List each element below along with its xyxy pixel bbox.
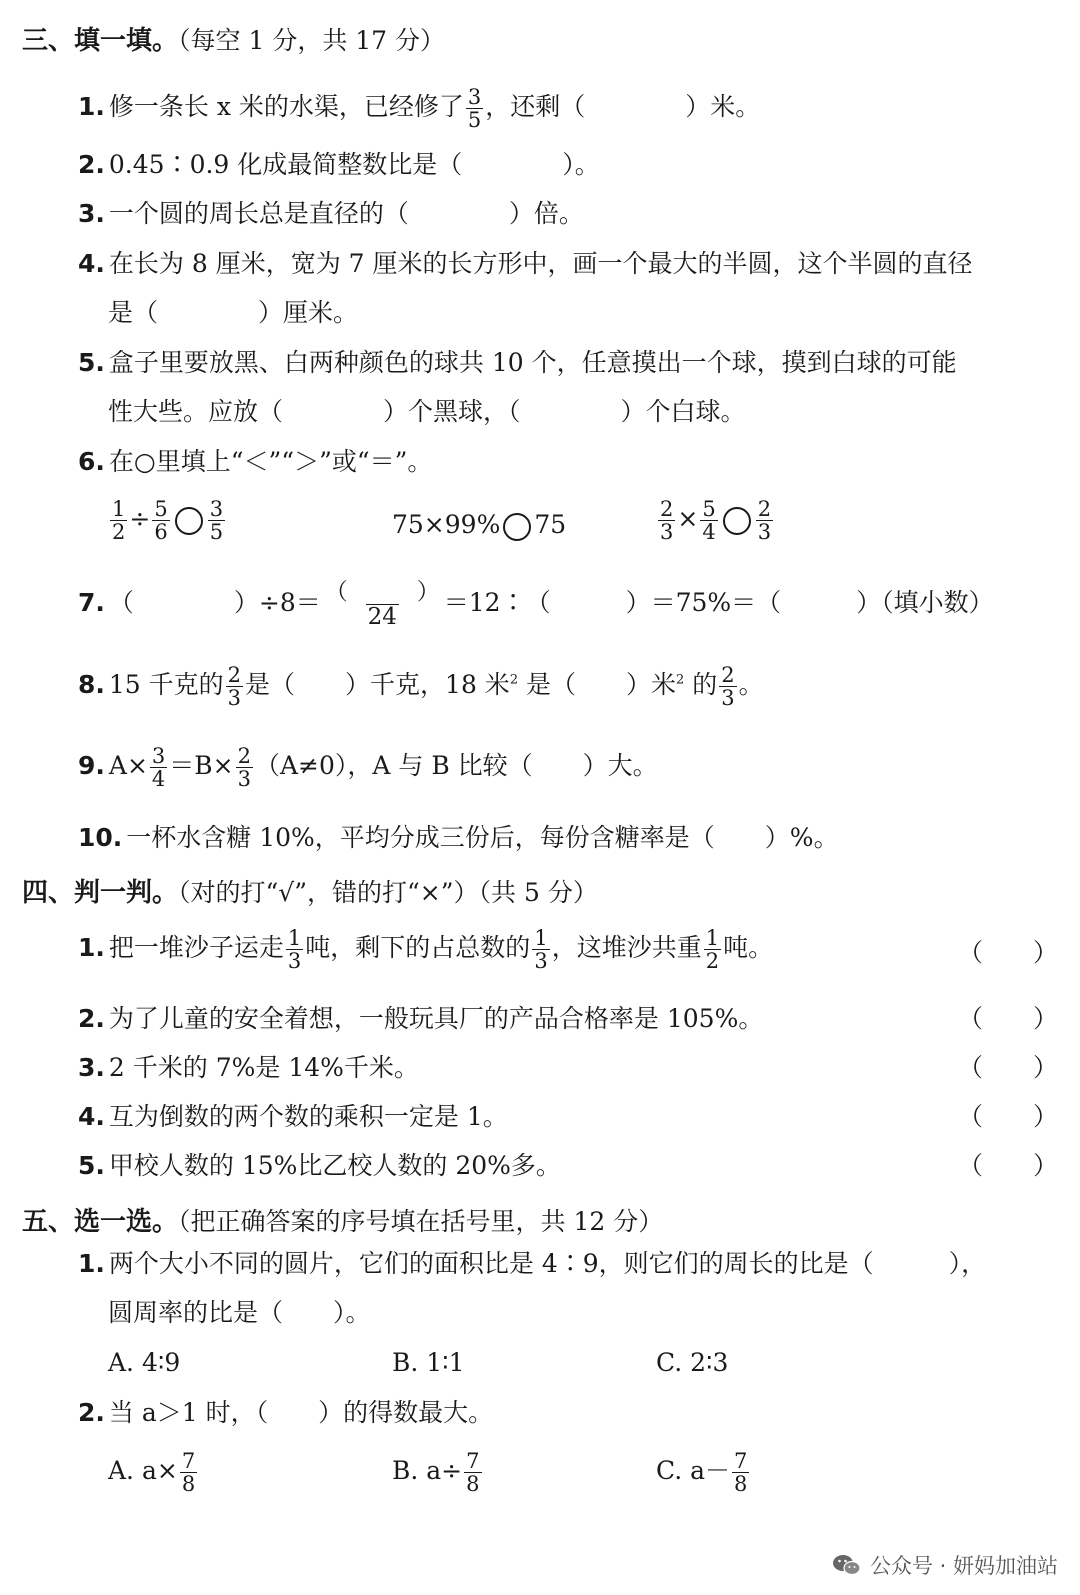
fill-q10: 10. 一杯水含糖 10%，平均分成三份后，每份含糖率是（ ）%。 [78, 823, 839, 852]
fill-q5: 5. 盒子里要放黑、白两种颜色的球共 10 个，任意摸出一个球，摸到白球的可能 [78, 348, 957, 377]
judge-q1: 1. 把一堆沙子运走 $\frac{1}{3}$ 吨，剩下的占总数的 $\frac{1}{3}$ ，这堆沙共重 $\frac{1}{2}$ 吨。 [78, 926, 774, 974]
q-number: 5. [78, 348, 105, 377]
choose-q1-option-b[interactable]: B. 1∶1 [392, 1348, 465, 1377]
choose-q2-option-c[interactable]: C. a－ $\frac{7}{8}$ [656, 1449, 748, 1497]
fill-q8: 8. 15 千克的 $\frac{2}{3}$ 是（ ）千克，18 米$^2$ 是（ ）米$^2$ 的 $\frac{2}{3}$ 。 [78, 663, 764, 711]
q-number: 9. [78, 751, 105, 781]
q-number: 1. [78, 92, 105, 122]
judge-q4: 4. 互为倒数的两个数的乘积一定是 1。 [78, 1102, 508, 1131]
choose-q2-option-a[interactable]: A. a× $\frac{7}{8}$ [108, 1449, 196, 1497]
compare-circle[interactable] [503, 513, 531, 541]
q-number: 1. [78, 933, 105, 963]
watermark [832, 1550, 1058, 1582]
q-number: 2. [78, 1004, 105, 1033]
fill-q6: 6. 在○里填上“＜”“＞”或“＝”。 [78, 447, 433, 476]
answer-paren[interactable]: （ ） [958, 1004, 1059, 1033]
fraction: $\frac{3}{5}$ [467, 85, 482, 133]
choose-q1-option-a[interactable]: A. 4∶9 [108, 1348, 181, 1377]
judge-q2: 2. 为了儿童的安全着想，一般玩具厂的产品合格率是 105%。 [78, 1004, 764, 1033]
choose-q2: 2. 当 a＞1 时，（ ）的得数最大。 [78, 1398, 494, 1427]
fill-q3: 3. 一个圆的周长总是直径的（ ）倍。 [78, 199, 584, 228]
watermark-text: 公众号 · 妍妈加油站 [869, 1554, 1058, 1578]
q-number: 4. [78, 1102, 105, 1131]
q-number: 8. [78, 670, 105, 700]
q-number: 3. [78, 1053, 105, 1082]
q-number: 4. [78, 249, 105, 278]
answer-paren[interactable]: （ ） [958, 1102, 1059, 1131]
q-number: 1. [78, 1249, 105, 1278]
q-number: 10. [78, 823, 123, 852]
compare-circle[interactable] [723, 507, 751, 535]
fill-q6-expr-3: $\frac{2}{3}$ × $\frac{5}{4}$ $\frac{2}{3}$ [660, 497, 772, 545]
judge-q5: 5. 甲校人数的 15%比乙校人数的 20%多。 [78, 1151, 561, 1180]
section-4-title: 四、判一判。 [22, 878, 179, 908]
compare-circle[interactable] [175, 507, 203, 535]
fill-q4-cont: 是（ ）厘米。 [108, 298, 359, 327]
fill-q6-expr-1: $\frac{1}{2}$ ÷ $\frac{5}{6}$ $\frac{3}{5}$ [112, 497, 224, 545]
wechat-icon [832, 1553, 862, 1582]
q-number: 5. [78, 1151, 105, 1180]
section-3-title: 三、填一填。 [22, 26, 179, 56]
fill-q5-cont: 性大些。应放（ ）个黑球，（ ）个白球。 [108, 397, 746, 426]
choose-q1-cont: 圆周率的比是（ ）。 [108, 1298, 371, 1327]
q-number: 7. [78, 588, 105, 618]
fill-q1: 1. 修一条长 x 米的水渠，已经修了 $\frac{3}{5}$ ，还剩（ ）米。 [78, 85, 761, 133]
q-number: 2. [78, 150, 105, 179]
section-5-header [22, 1201, 663, 1238]
section-4-header [22, 872, 598, 909]
judge-q3: 3. 2 千米的 7%是 14%千米。 [78, 1053, 419, 1082]
section-4-note: （对的打“√”，错的打“×”）（共 5 分） [178, 878, 598, 907]
fill-q7: 7. （ ）÷8＝ $\frac{( )}{24}$ ＝12∶（ ）＝75%＝（ ）（填小数） [78, 579, 994, 631]
fill-q9: 9. A× $\frac{3}{4}$ ＝B× $\frac{2}{3}$ （A≠0），A 与 B 比较（ ）大。 [78, 744, 658, 792]
section-5-note: （把正确答案的序号填在括号里，共 12 分） [178, 1207, 664, 1236]
fill-q2: 2. 0.45∶0.9 化成最简整数比是（ ）。 [78, 150, 600, 179]
fill-q4: 4. 在长为 8 厘米，宽为 7 厘米的长方形中，画一个最大的半圆，这个半圆的直径 [78, 249, 973, 278]
q-number: 2. [78, 1398, 105, 1427]
choose-q2-option-b[interactable]: B. a÷ $\frac{7}{8}$ [392, 1449, 480, 1497]
section-3-header [22, 20, 445, 57]
fill-q6-expr-2: 75×99% 75 [392, 510, 567, 539]
answer-paren[interactable]: （ ） [958, 1151, 1059, 1180]
q-number: 3. [78, 199, 105, 228]
answer-paren[interactable]: （ ） [958, 938, 1059, 967]
choose-q1-option-c[interactable]: C. 2∶3 [656, 1348, 729, 1377]
q-number: 6. [78, 447, 105, 476]
answer-paren[interactable]: （ ） [958, 1053, 1059, 1082]
choose-q1: 1. 两个大小不同的圆片，它们的面积比是 4∶9，则它们的周长的比是（ ）， [78, 1249, 987, 1278]
section-3-note: （每空 1 分，共 17 分） [178, 26, 446, 55]
section-5-title: 五、选一选。 [22, 1207, 179, 1237]
